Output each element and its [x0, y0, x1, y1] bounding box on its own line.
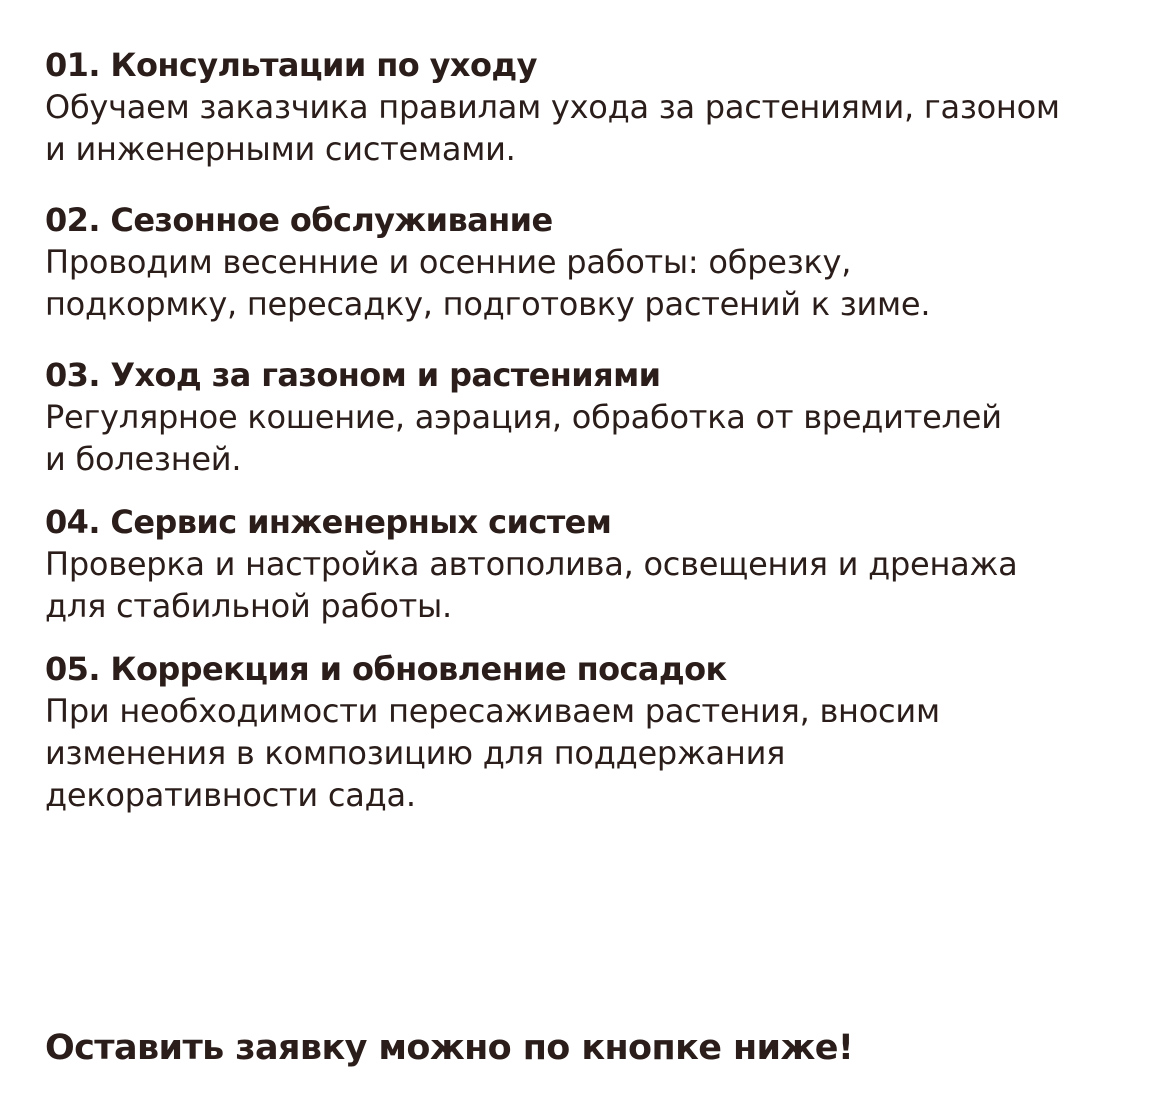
service-description-line: подкормку, пересадку, подготовку растений к зиме. [45, 285, 931, 323]
service-description-line: Регулярное кошение, аэрация, обработка от вредителей [45, 398, 1002, 436]
service-title: 02. Сезонное обслуживание [45, 201, 553, 239]
service-title: 04. Сервис инженерных систем [45, 503, 612, 541]
service-description-line: декоративности сада. [45, 776, 416, 814]
service-item-seasonal-maintenance [45, 199, 1125, 354]
service-description-line: Обучаем заказчика правилам ухода за растениями, газоном [45, 88, 1060, 126]
service-item-consultations [45, 44, 1125, 199]
service-description-line: Проверка и настройка автополива, освещения и дренажа [45, 545, 1018, 583]
service-title: 01. Консультации по уходу [45, 46, 537, 84]
service-description-line: При необходимости пересаживаем растения, вносим [45, 692, 940, 730]
service-description-line: для стабильной работы. [45, 587, 452, 625]
service-item-engineering-systems [45, 501, 1125, 648]
service-description-line: Проводим весенние и осенние работы: обрезку, [45, 243, 852, 281]
service-description-line: и болезней. [45, 440, 242, 478]
service-description-line: и инженерными системами. [45, 130, 516, 168]
services-list [45, 44, 1125, 816]
service-description-line: изменения в композицию для поддержания [45, 734, 786, 772]
service-title: 03. Уход за газоном и растениями [45, 356, 661, 394]
call-to-action-text: Оставить заявку можно по кнопке ниже! [45, 1028, 854, 1068]
service-title: 05. Коррекция и обновление посадок [45, 650, 727, 688]
service-item-planting-update [45, 648, 1125, 816]
service-item-lawn-care [45, 354, 1125, 501]
